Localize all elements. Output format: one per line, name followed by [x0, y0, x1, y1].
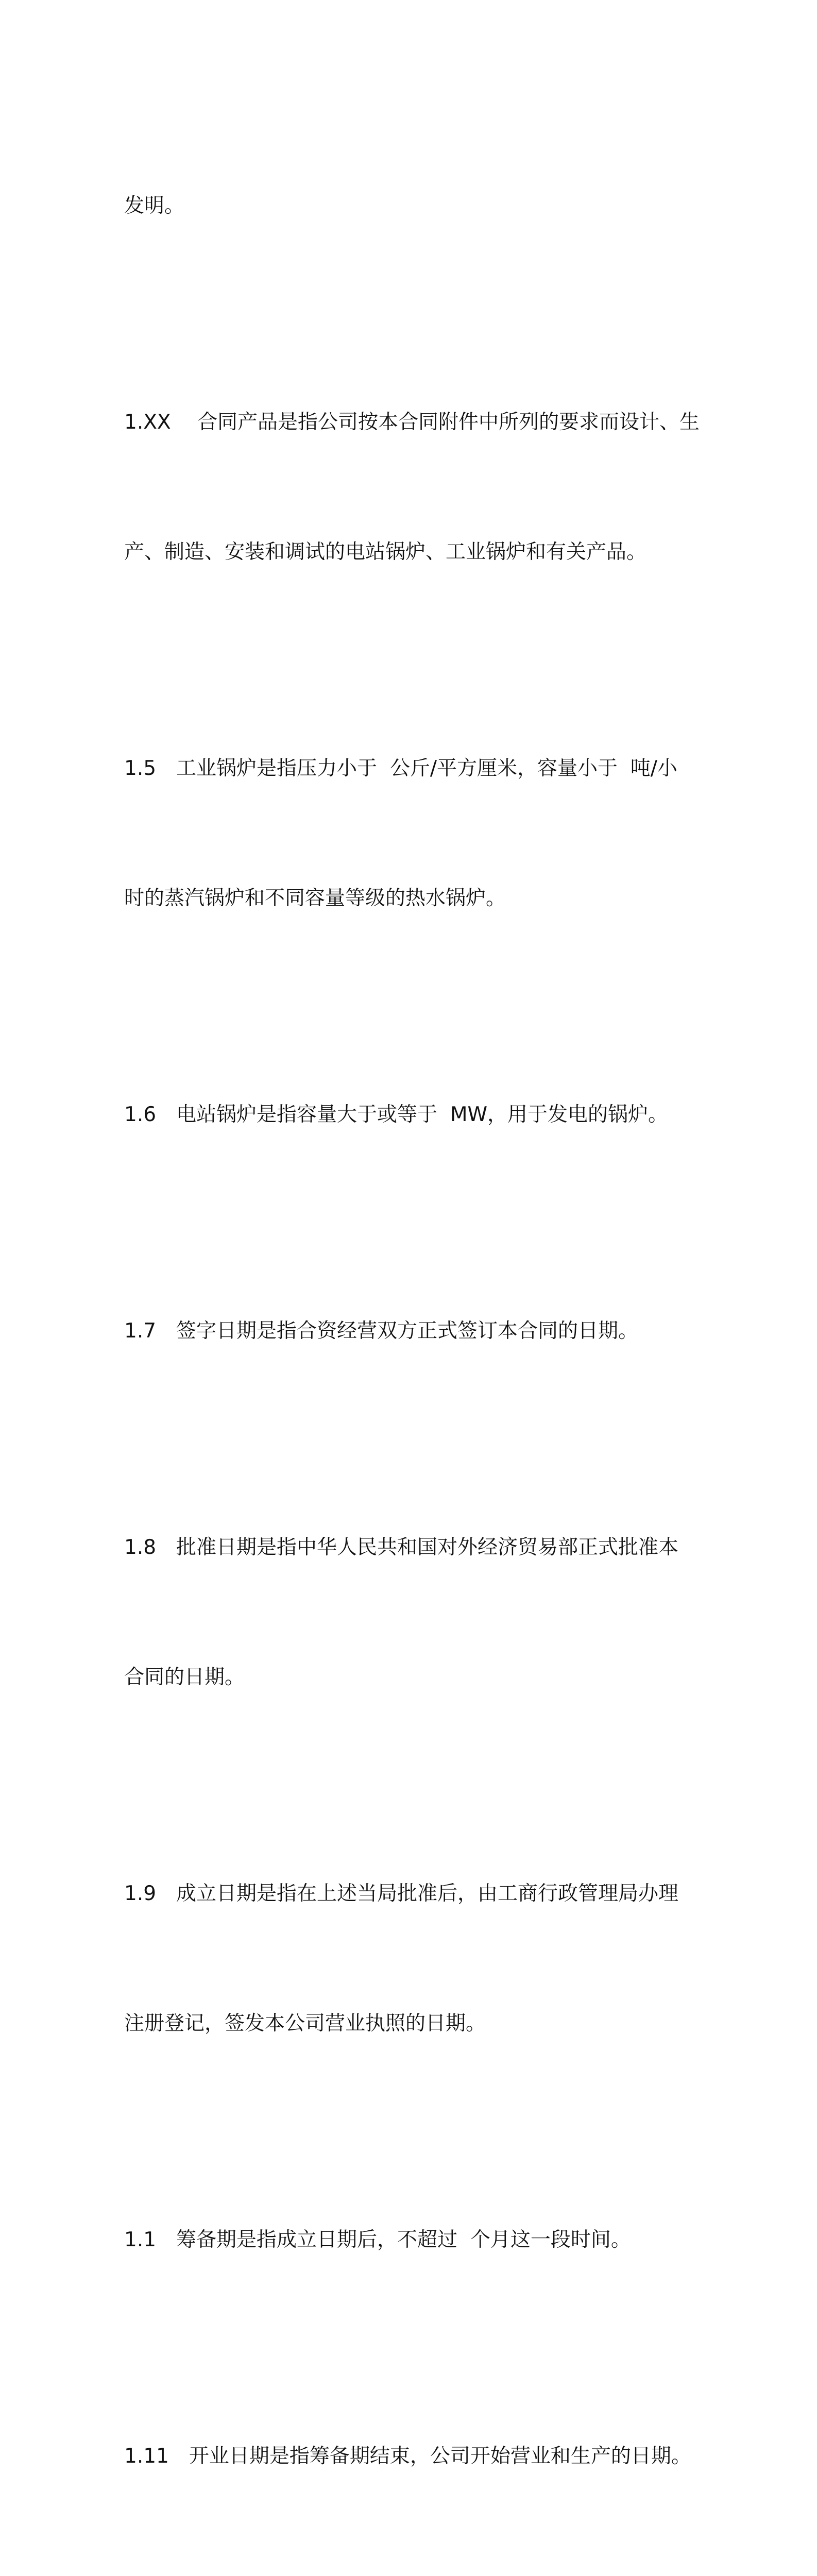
text-line: 1.9 成立日期是指在上述当局批准后，由工商行政管理局办理: [124, 1882, 679, 1905]
paragraph-1-1: [124, 2132, 701, 2348]
text-line: 注册登记，签发本公司营业执照的日期。: [124, 2012, 486, 2035]
text-line: 1.8 批准日期是指中华人民共和国对外经济贸易部正式批准本: [124, 1536, 679, 1559]
paragraph-1-11: [124, 2348, 701, 2565]
document-body: [124, 98, 701, 2576]
paragraph-1-xx: [124, 314, 701, 660]
text-line: 时的蒸汽锅炉和不同容量等级的热水锅炉。: [124, 887, 506, 910]
paragraph-1-6: [124, 1007, 701, 1223]
text-line: 发明。: [124, 194, 185, 217]
text-line: 1.6 电站锅炉是指容量大于或等于 MW，用于发电的锅炉。: [124, 1103, 669, 1126]
text-line: 1.XX 合同产品是指公司按本合同附件中所列的要求而设计、生: [124, 411, 700, 434]
text-line: 1.5 工业锅炉是指压力小于 公斤/平方厘米，容量小于 吨/小: [124, 757, 677, 780]
paragraph-1-8: [124, 1439, 701, 1786]
text-line: 1.11 开业日期是指筹备期结束，公司开始营业和生产的日期。: [124, 2445, 691, 2468]
text-line: 产、制造、安装和调试的电站锅炉、工业锅炉和有关产品。: [124, 540, 647, 564]
paragraph-1-12: [124, 2565, 701, 2576]
text-line: 合同的日期。: [124, 1666, 245, 1689]
text-line: 1.7 签字日期是指合资经营双方正式签订本合同的日期。: [124, 1319, 639, 1343]
paragraph-fragment: [124, 98, 701, 314]
paragraph-1-9: [124, 1786, 701, 2132]
text-line: 1.1 筹备期是指成立日期后，不超过 个月这一段时间。: [124, 2228, 631, 2251]
paragraph-1-5: [124, 660, 701, 1007]
paragraph-1-7: [124, 1223, 701, 1439]
